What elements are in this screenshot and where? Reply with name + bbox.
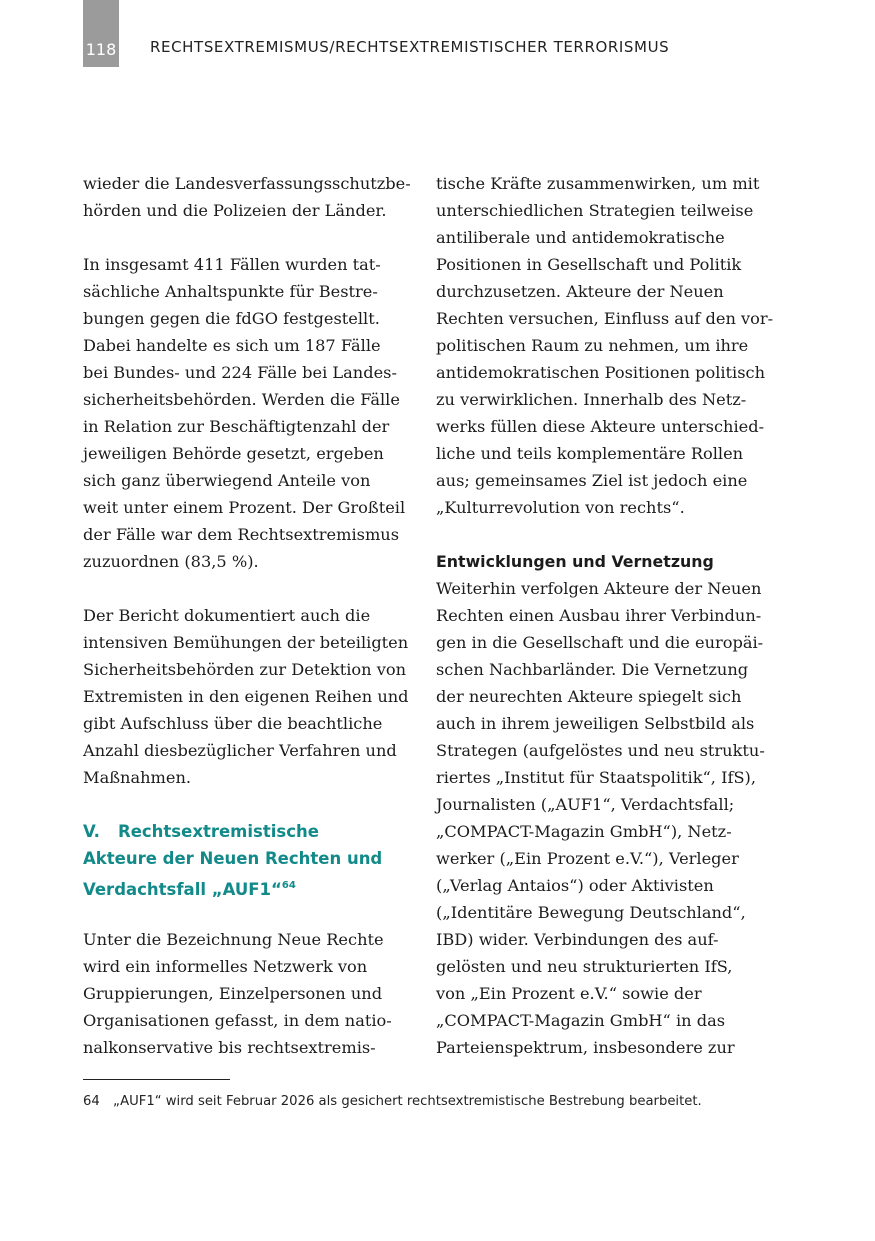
- text-line: von „Ein Prozent e.V.“ sowie der: [436, 984, 702, 1003]
- text-line: Maßnahmen.: [83, 768, 192, 787]
- text-line: Extremisten in den eigenen Reihen und: [83, 687, 409, 706]
- text-line: riertes „Institut für Staatspolitik“, IfS),: [436, 768, 757, 787]
- text-line: Sicherheitsbehörden zur Detektion von: [83, 660, 407, 679]
- section-number: V.: [83, 822, 100, 841]
- text-line: hörden und die Polizeien der Länder.: [83, 201, 387, 220]
- left-column: [83, 170, 411, 1061]
- text-line: Parteienspektrum, insbesondere zur: [436, 1038, 735, 1057]
- text-line: Rechten versuchen, Einfluss auf den vor-: [436, 309, 774, 328]
- text-line: in Relation zur Beschäftigtenzahl der: [83, 417, 390, 436]
- text-line: nalkonservative bis rechtsextremis-: [83, 1038, 376, 1057]
- text-line: intensiven Bemühungen der beteiligten: [83, 633, 409, 652]
- footnote: [83, 1094, 702, 1109]
- text-line: („Identitäre Bewegung Deutschland“,: [436, 903, 746, 922]
- text-line: Strategen (aufgelöstes und neu struktu-: [436, 741, 765, 760]
- text-line: aus; gemeinsames Ziel ist jedoch eine: [436, 471, 748, 490]
- paragraph: [83, 926, 403, 1061]
- paragraph: [83, 170, 411, 224]
- text-line: bungen gegen die fdGO festgestellt.: [83, 309, 380, 328]
- paragraph: [436, 575, 765, 1061]
- text-line: „Kulturrevolution von rechts“.: [436, 498, 685, 517]
- text-line: Anzahl diesbezüglicher Verfahren und: [83, 741, 397, 760]
- text-line: weit unter einem Prozent. Der Großteil: [83, 498, 406, 517]
- text-line: In insgesamt 411 Fällen wurden tat-: [83, 255, 381, 274]
- text-line: tische Kräfte zusammenwirken, um mit: [436, 174, 760, 193]
- text-line: gelösten und neu strukturierten IfS,: [436, 957, 733, 976]
- subheading: Entwicklungen und Vernetzung: [436, 552, 714, 571]
- text-line: bei Bundes- und 224 Fälle bei Landes-: [83, 363, 397, 382]
- text-line: auch in ihrem jeweiligen Selbstbild als: [436, 714, 755, 733]
- text-line: sächliche Anhaltspunkte für Bestre-: [83, 282, 378, 301]
- text-line: Gruppierungen, Einzelpersonen und: [83, 984, 383, 1003]
- text-line: IBD) wider. Verbindungen des auf-: [436, 930, 719, 949]
- text-line: Dabei handelte es sich um 187 Fälle: [83, 336, 381, 355]
- text-line: Positionen in Gesellschaft und Politik: [436, 255, 742, 274]
- text-line: gen in die Gesellschaft und die europäi-: [436, 633, 764, 652]
- text-line: antiliberale und antidemokratische: [436, 228, 725, 247]
- text-line: unterschiedlichen Strategien teilweise: [436, 201, 754, 220]
- text-line: zu verwirklichen. Innerhalb des Netz-: [436, 390, 747, 409]
- text-line: werker („Ein Prozent e.V.“), Verleger: [436, 849, 739, 868]
- page-number: 118: [85, 40, 117, 59]
- text-line: jeweiligen Behörde gesetzt, ergeben: [83, 444, 384, 463]
- text-line: sicherheitsbehörden. Werden die Fälle: [83, 390, 400, 409]
- text-line: liche und teils komplementäre Rollen: [436, 444, 744, 463]
- footnote-reference[interactable]: 64: [281, 880, 296, 891]
- text-line: Organisationen gefasst, in dem natio-: [83, 1011, 392, 1030]
- text-line: schen Nachbarländer. Die Vernetzung: [436, 660, 749, 679]
- text-line: werks füllen diese Akteure unterschied-: [436, 417, 765, 436]
- text-line: „COMPACT-Magazin GmbH“), Netz-: [436, 822, 732, 841]
- paragraph: [83, 251, 406, 575]
- footnote-divider: [83, 1079, 230, 1080]
- text-line: wird ein informelles Netzwerk von: [83, 957, 368, 976]
- section-heading-line: Verdachtsfall „AUF1“$^{64}$: [83, 880, 296, 899]
- text-line: der Fälle war dem Rechtsextremismus: [83, 525, 400, 544]
- text-line: Weiterhin verfolgen Akteure der Neuen: [436, 579, 762, 598]
- text-line: wieder die Landesverfassungsschutzbe-: [83, 174, 411, 193]
- text-line: „COMPACT-Magazin GmbH“ in das: [436, 1011, 726, 1030]
- text-line: der neurechten Akteure spiegelt sich: [436, 687, 742, 706]
- section-heading: [83, 818, 403, 899]
- footnote-number: 64: [83, 1094, 100, 1109]
- text-line: Unter die Bezeichnung Neue Rechte: [83, 930, 384, 949]
- footnote-text: „AUF1“ wird seit Februar 2026 als gesichert rechtsextremistische Bestrebung bearbeitet.: [113, 1094, 702, 1109]
- text-line: Rechten einen Ausbau ihrer Verbindun-: [436, 606, 762, 625]
- text-line: Der Bericht dokumentiert auch die: [83, 606, 371, 625]
- running-header: RECHTSEXTREMISMUS/RECHTSEXTREMISTISCHER TERRORISMUS: [150, 38, 670, 56]
- section-heading-line: Akteure der Neuen Rechten und: [83, 849, 383, 868]
- text-line: zuzuordnen (83,5 %).: [83, 552, 259, 571]
- right-column: [436, 170, 774, 1061]
- text-line: („Verlag Antaios“) oder Aktivisten: [436, 876, 714, 895]
- paragraph: [83, 602, 409, 791]
- text-line: gibt Aufschluss über die beachtliche: [83, 714, 383, 733]
- section-heading-line: V. Rechtsextremistische: [83, 818, 403, 845]
- text-line: sich ganz überwiegend Anteile von: [83, 471, 371, 490]
- text-line: antidemokratischen Positionen politisch: [436, 363, 766, 382]
- text-line: politischen Raum zu nehmen, um ihre: [436, 336, 749, 355]
- text-line: Journalisten („AUF1“, Verdachtsfall;: [436, 795, 735, 814]
- text-line: durchzusetzen. Akteure der Neuen: [436, 282, 724, 301]
- paragraph: [436, 170, 774, 521]
